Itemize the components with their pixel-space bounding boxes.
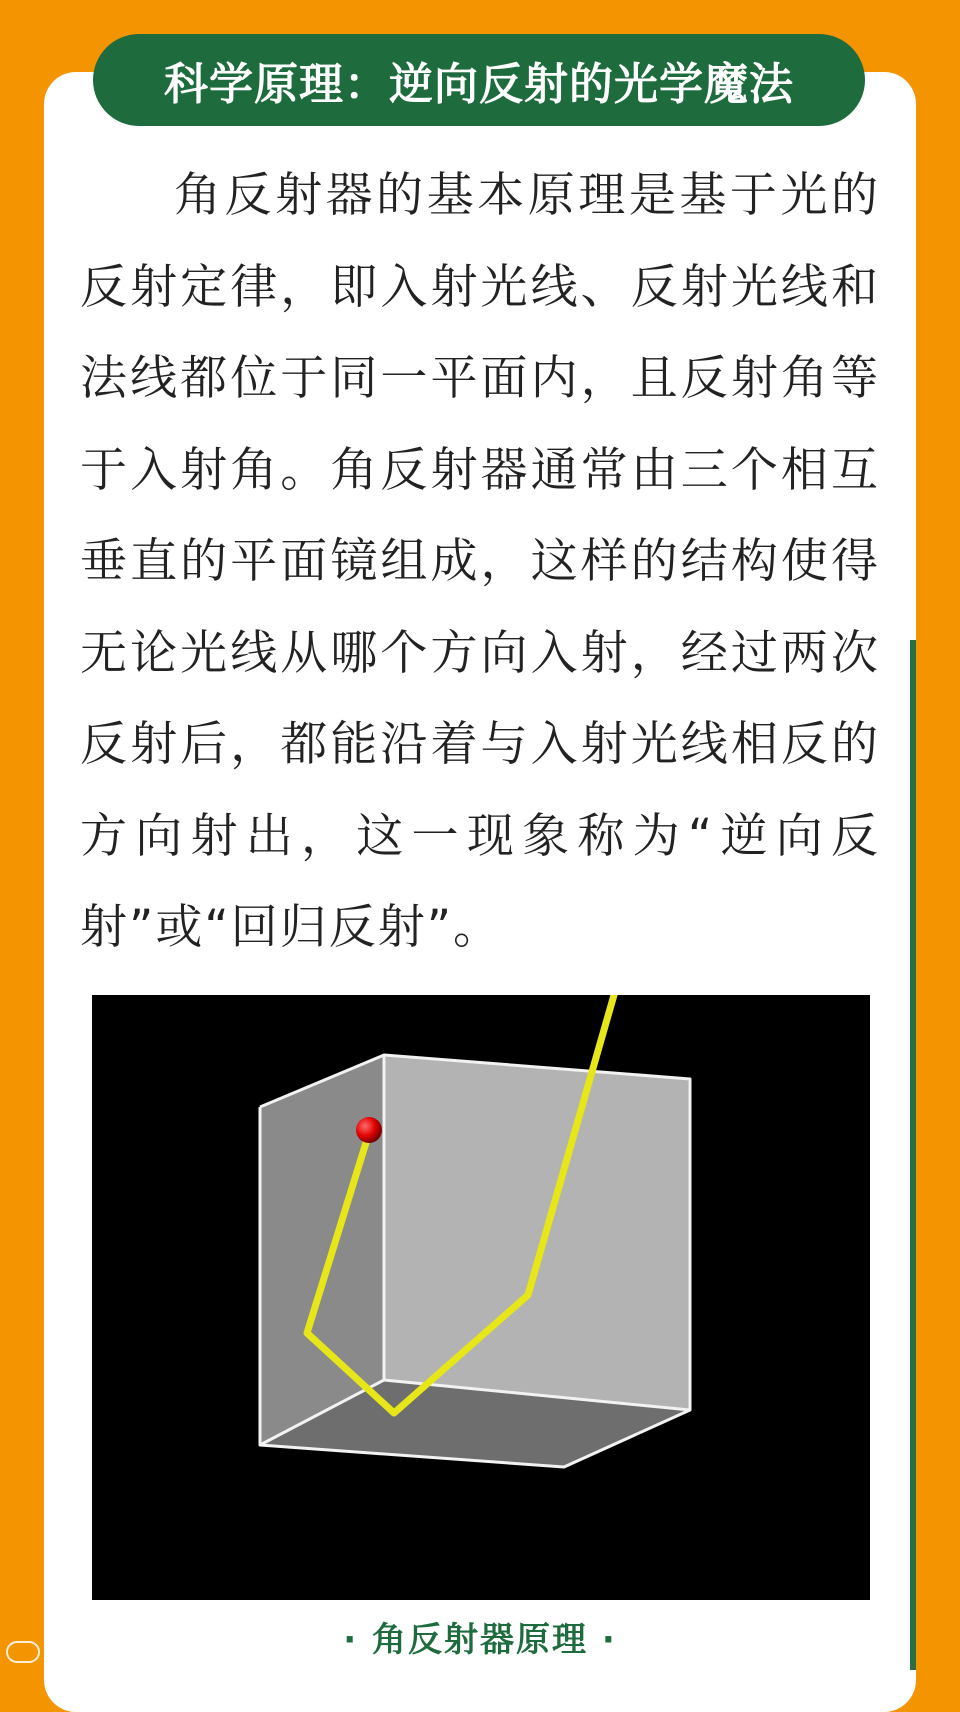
light-source-dot — [356, 1117, 382, 1143]
watermark — [6, 1637, 124, 1666]
back-mirror-face — [384, 1055, 690, 1410]
article-paragraph: 角反射器的基本原理是基于光的反射定律，即入射光线、反射光线和法线都位于同一平面内，且反射角等于入射角。角反射器通常由三个相互垂直的平面镜组成，这样的结构使得无论光线从哪个方向入射，经过两次反射后，都能沿着与入射光线相反的方向射出，这一现象称为“逆向反射”或“回归反射”。 — [80, 168, 880, 955]
corner-reflector-svg — [92, 995, 870, 1600]
section-title: 科学原理：逆向反射的光学魔法 — [93, 34, 865, 126]
corner-reflector-diagram — [92, 995, 870, 1600]
watermark-text: 大数跨境 — [44, 1641, 124, 1665]
figure-caption: · 角反射器原理 · — [343, 1620, 617, 1660]
card-accent-stripe — [910, 640, 916, 1670]
watermark-logo-icon — [6, 1641, 40, 1663]
